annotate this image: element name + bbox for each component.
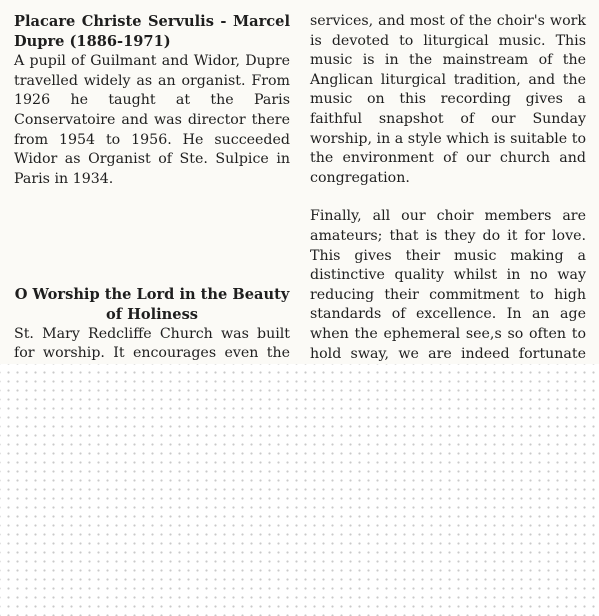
paragraph-choir-members: Finally, all our choir members are amateurs; that is they do it for love. This gives their music making a distinctive quality whilst in no way reducing their commitment to high standards of excellence. In an age when the ephemeral see,s so often to hold sway, we are indeed fortunate — [310, 208, 586, 362]
paragraph-liturgical-music: services, and most of the choir's work is devoted to liturgical music. This music is in the mainstream of the Anglican liturgical tradition, and the music on this recording gives a faithful snapshot of our Sunday worship, in a style which is suitable to the environment of our church and congregation. — [310, 13, 586, 186]
left-column — [14, 12, 290, 383]
paragraph-gap — [310, 188, 586, 207]
section-body-dupre: A pupil of Guilmant and Widor, Dupre travelled widely as an organist. From 1926 he taught at the Paris Conservatoire and was director there from 1954 to 1956. He succeeded Widor as Organist of Ste. Sulpice in Paris in 1934. — [14, 53, 290, 187]
section-gap — [14, 189, 290, 285]
section-title-worship: O Worship the Lord in the Beauty of Holiness — [14, 286, 290, 323]
section-body-worship: St. Mary Redcliffe Church was built for worship. It encourages even the — [14, 325, 290, 362]
right-column — [310, 12, 586, 403]
section-title-dupre: Placare Christe Servulis - Marcel Dupre (1886-1971) — [14, 13, 290, 50]
dotted-mask-area — [0, 364, 599, 616]
